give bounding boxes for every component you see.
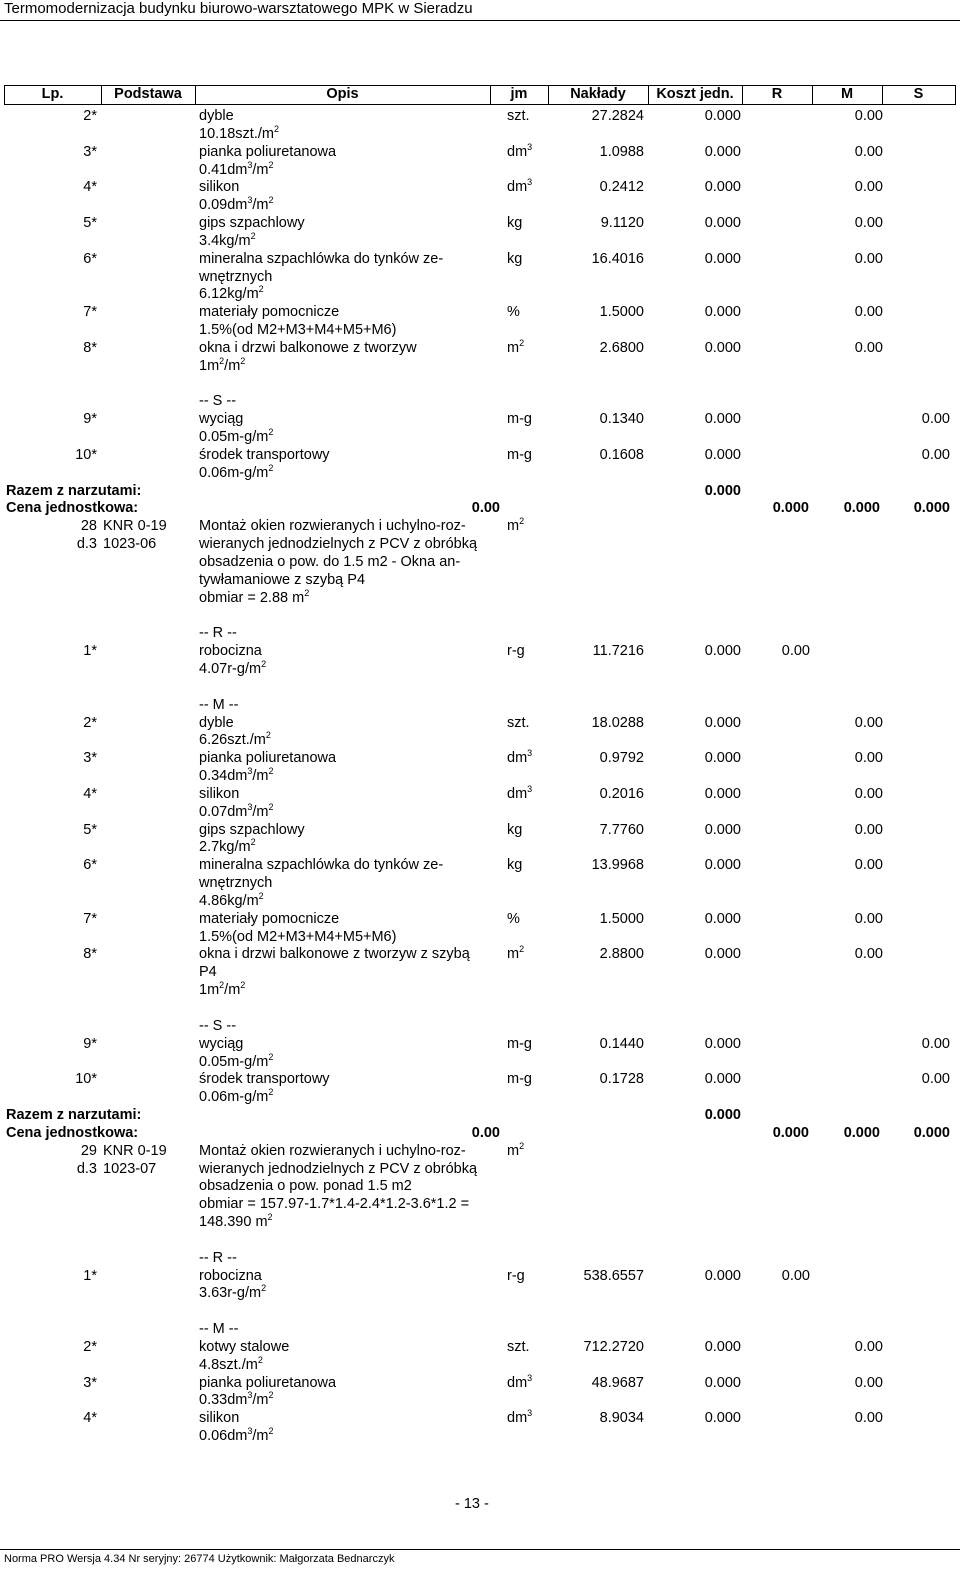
cell-koszt: 0.000 (704, 911, 741, 927)
cell-m: 0.00 (854, 304, 883, 320)
cell-jm: kg (507, 251, 523, 267)
cell-naklady: 9.1120 (600, 215, 644, 231)
cell-koszt: 0.000 (704, 108, 741, 124)
cell-koszt: 0.000 (704, 822, 741, 838)
cell-m: 0.00 (854, 215, 883, 231)
cell-lp: 1* (83, 1268, 97, 1284)
footer-rule (0, 1549, 960, 1550)
cell-opis: mineralna szpachlówka do tynków ze- (199, 251, 444, 267)
cell-opis: okna i drzwi balkonowe z tworzyw (199, 340, 417, 356)
cell-naklady: 7.7760 (599, 822, 644, 838)
col-rule (742, 85, 743, 105)
cell-opis: materiały pomocnicze (199, 304, 340, 320)
cell-opis: wyciąg (199, 1036, 244, 1052)
cell-naklady: 0.9792 (599, 750, 644, 766)
cell-m: 0.00 (854, 822, 883, 838)
cell-opis: wieranych jednodzielnych z PCV z obróbką (199, 1161, 478, 1177)
cell-opis: gips szpachlowy (199, 822, 305, 838)
cell-opis: Montaż okien rozwieranych i uchylno-roz- (199, 518, 466, 534)
cell-podstawa: KNR 0-19 (103, 1143, 167, 1159)
cell-jm: r-g (507, 1268, 525, 1284)
cell-koszt: 0.000 (704, 1036, 741, 1052)
cell-lp: 4* (83, 1410, 97, 1426)
col-rule (648, 85, 649, 105)
cell-naklady: 48.9687 (591, 1375, 644, 1391)
cell-opis: obmiar = 2.88 $m^2$ (199, 588, 310, 606)
cell-lp: 29 (80, 1143, 97, 1159)
cell-naklady: 8.9034 (599, 1410, 644, 1426)
cell-opis: obmiar = 157.97-1.7*1.4-2.4*1.2-3.6*1.2 = (199, 1196, 470, 1212)
cell-r: 0.000 (772, 500, 809, 516)
cell-jm: $m^2$ (507, 516, 525, 534)
cell-jm: $dm^3$ (507, 784, 533, 802)
cell-koszt: 0.000 (704, 946, 741, 962)
cell-koszt: 0.000 (704, 715, 741, 731)
cell-jm: r-g (507, 643, 525, 659)
cell-m: 0.00 (854, 857, 883, 873)
cell-s: 0.00 (921, 447, 950, 463)
cell-jm: $m^2$ (507, 338, 525, 356)
cell-naklady: 0.2016 (599, 786, 644, 802)
cell-opis: Montaż okien rozwieranych i uchylno-roz- (199, 1143, 466, 1159)
cell-lp: 8* (83, 340, 97, 356)
cell-opis: -- R -- (199, 1250, 237, 1266)
header-rule (0, 20, 960, 21)
cell-lp: 9* (83, 1036, 97, 1052)
table-header-cell: Podstawa (114, 86, 182, 102)
summary-label: Razem z narzutami: (6, 1107, 142, 1123)
cell-opis: silikon (199, 786, 240, 802)
cell-jm: % (507, 911, 520, 927)
cell-koszt: 0.000 (704, 1410, 741, 1426)
table-header-cell: Nakłady (570, 86, 626, 102)
cell-opis: gips szpachlowy (199, 215, 305, 231)
cell-naklady: 712.2720 (583, 1339, 644, 1355)
cell-podstawa: 1023-07 (103, 1161, 157, 1177)
cell-m: 0.00 (854, 251, 883, 267)
cell-s: 0.00 (921, 1071, 950, 1087)
cell-m: 0.00 (854, 1410, 883, 1426)
cell-s: 0.00 (921, 411, 950, 427)
cell-opis: $2.7kg/m^2$ (199, 837, 256, 855)
cell-opis: $0.07dm^3/m^2$ (199, 802, 274, 820)
cell-jm: m-g (507, 1036, 532, 1052)
cell-lp: 9* (83, 411, 97, 427)
cell-jm: szt. (507, 108, 530, 124)
cell-r: 0.00 (781, 643, 810, 659)
cell-koszt: 0.000 (704, 1107, 741, 1123)
cell-naklady: 1.5000 (599, 304, 644, 320)
cell-m: 0.00 (854, 911, 883, 927)
table-header-cell: Lp. (41, 86, 64, 102)
cell-naklady: 0.1340 (599, 411, 644, 427)
col-rule (812, 85, 813, 105)
cell-lp: 6* (83, 857, 97, 873)
cell-opis: $1m^2/m^2$ (199, 356, 246, 374)
footer-text: Norma PRO Wersja 4.34 Nr seryjny: 26774 Użytkownik: Małgorzata Bednarczyk (4, 1553, 395, 1565)
cell-lp: 28 (80, 518, 97, 534)
cell-m: 0.00 (854, 144, 883, 160)
cell-naklady: 0.1440 (599, 1036, 644, 1052)
cell-koszt: 0.000 (704, 857, 741, 873)
summary-label: Cena jednostkowa: (6, 1125, 139, 1141)
cell-koszt: 0.000 (704, 1339, 741, 1355)
cell-lp: 4* (83, 179, 97, 195)
cell-opis: robocizna (199, 1268, 262, 1284)
cell-lp: 6* (83, 251, 97, 267)
cell-lp: 3* (83, 1375, 97, 1391)
cell-opis: tywłamaniowe z szybą P4 (199, 572, 366, 588)
cell-opis: dyble (199, 715, 234, 731)
cell-koszt: 0.000 (704, 1268, 741, 1284)
cell-opis: obsadzenia o pow. do 1.5 m2 - Okna an- (199, 554, 461, 570)
cell-koszt: 0.000 (704, 215, 741, 231)
cell-jm: $m^2$ (507, 944, 525, 962)
cell-koszt: 0.000 (704, 144, 741, 160)
cell-m: 0.00 (854, 946, 883, 962)
cell-lp: 2* (83, 715, 97, 731)
cell-podstawa: 1023-06 (103, 536, 157, 552)
cell-opis: silikon (199, 1410, 240, 1426)
cell-opis: $0.34dm^3/m^2$ (199, 766, 274, 784)
cell-m: 0.00 (854, 340, 883, 356)
cell-lp: 3* (83, 750, 97, 766)
col-rule (4, 85, 5, 105)
table-header-cell: Opis (326, 86, 359, 102)
cell-naklady: 0.1728 (599, 1071, 644, 1087)
table-header-cell: Koszt jedn. (656, 86, 734, 102)
cell-jm: kg (507, 857, 523, 873)
cell-m: 0.00 (854, 750, 883, 766)
cell-opis: 1.5%(od M2+M3+M4+M5+M6) (199, 929, 397, 945)
cell-m: 0.00 (854, 179, 883, 195)
cell-jm: $dm^3$ (507, 1408, 533, 1426)
cell-naklady: 2.6800 (599, 340, 644, 356)
table-header-bottom-rule (4, 104, 956, 105)
cell-opis: 1.5%(od M2+M3+M4+M5+M6) (199, 322, 397, 338)
cell-opis: -- S -- (199, 393, 237, 409)
table-header-cell: jm (510, 86, 528, 102)
cell-s: 0.00 (921, 1036, 950, 1052)
cell-opis: pianka poliuretanowa (199, 750, 337, 766)
cell-naklady: 0.1608 (599, 447, 644, 463)
cell-opis: robocizna (199, 643, 262, 659)
cell-opis: $3.63r-g/m^2$ (199, 1283, 267, 1301)
cell-koszt: 0.000 (704, 643, 741, 659)
cell-lp: 7* (83, 911, 97, 927)
col-rule (490, 85, 491, 105)
cell-jm: $dm^3$ (507, 142, 533, 160)
cell-opis: pianka poliuretanowa (199, 1375, 337, 1391)
cell-opis: $0.09dm^3/m^2$ (199, 195, 274, 213)
cell-lp: 5* (83, 215, 97, 231)
cell-s: 0.000 (913, 1125, 950, 1141)
cell-naklady: 13.9968 (591, 857, 644, 873)
cell-koszt: 0.000 (704, 411, 741, 427)
cell-m: 0.000 (843, 500, 880, 516)
cell-opis: obsadzenia o pow. ponad 1.5 m2 (199, 1178, 412, 1194)
cell-opis: pianka poliuretanowa (199, 144, 337, 160)
cell-m: 0.00 (854, 786, 883, 802)
cell-naklady: 0.2412 (599, 179, 644, 195)
cell-koszt: 0.000 (704, 179, 741, 195)
cell-opis: $6.12kg/m^2$ (199, 284, 264, 302)
cell-m: 0.00 (854, 1339, 883, 1355)
cell-jm: szt. (507, 715, 530, 731)
cell-opis: wnętrznych (199, 269, 273, 285)
cell-koszt: 0.000 (704, 750, 741, 766)
cell-jm: $dm^3$ (507, 748, 533, 766)
cell-naklady: 16.4016 (591, 251, 644, 267)
cell-opis: $0.06m-g/m^2$ (199, 1087, 274, 1105)
cell-lp: 10* (75, 447, 97, 463)
cell-opis: $10.18szt./m^2$ (199, 124, 279, 142)
cell-koszt: 0.000 (704, 1375, 741, 1391)
cell-lp: 7* (83, 304, 97, 320)
cell-lp: 10* (75, 1071, 97, 1087)
cell-opis: środek transportowy (199, 447, 330, 463)
cell-opis: $4.07r-g/m^2$ (199, 659, 267, 677)
cell-jm: kg (507, 822, 523, 838)
col-rule (548, 85, 549, 105)
cell-naklady: 18.0288 (591, 715, 644, 731)
cell-podstawa: KNR 0-19 (103, 518, 167, 534)
cell-lp: 2* (83, 108, 97, 124)
cell-opis: $0.41dm^3/m^2$ (199, 160, 274, 178)
cell-jm: kg (507, 215, 523, 231)
col-rule (195, 85, 196, 105)
cell-m: 0.00 (854, 108, 883, 124)
cell-opis: $0.06dm^3/m^2$ (199, 1426, 274, 1444)
cell-m: 0.00 (854, 1375, 883, 1391)
cell-opis: kotwy stalowe (199, 1339, 290, 1355)
cell-opis: -- R -- (199, 625, 237, 641)
table-header-cell: S (913, 86, 924, 102)
page-number: - 13 - (455, 1496, 489, 1512)
cell-koszt: 0.000 (704, 483, 741, 499)
cell-opis: $0.05m-g/m^2$ (199, 1052, 274, 1070)
cell-koszt: 0.000 (704, 1071, 741, 1087)
cell-lp: d.3 (76, 536, 97, 552)
col-rule (101, 85, 102, 105)
cell-koszt: 0.000 (704, 304, 741, 320)
cell-opis: silikon (199, 179, 240, 195)
cell-lp: 1* (83, 643, 97, 659)
cell-jm: m-g (507, 411, 532, 427)
cell-lp: 8* (83, 946, 97, 962)
cell-opis: -- M -- (199, 1321, 239, 1337)
cell-naklady: 538.6557 (583, 1268, 644, 1284)
cell-jm: $dm^3$ (507, 1373, 533, 1391)
summary-label: Razem z narzutami: (6, 483, 142, 499)
cell-naklady: 2.8800 (599, 946, 644, 962)
cell-opis: $4.86kg/m^2$ (199, 891, 264, 909)
cell-naklady: 0.00 (471, 500, 500, 516)
cell-naklady: 11.7216 (592, 643, 644, 659)
table-header-cell: R (771, 86, 783, 102)
cell-jm: szt. (507, 1339, 530, 1355)
cell-jm: $m^2$ (507, 1141, 525, 1159)
cell-r: 0.00 (781, 1268, 810, 1284)
cell-m: 0.000 (843, 1125, 880, 1141)
cell-lp: 5* (83, 822, 97, 838)
cell-opis: dyble (199, 108, 234, 124)
cell-opis: wieranych jednodzielnych z PCV z obróbką (199, 536, 478, 552)
cell-opis: materiały pomocnicze (199, 911, 340, 927)
cell-opis: $1m^2/m^2$ (199, 980, 246, 998)
cell-opis: -- M -- (199, 697, 239, 713)
cell-jm: m-g (507, 1071, 532, 1087)
cell-koszt: 0.000 (704, 786, 741, 802)
cell-opis: wnętrznych (199, 875, 273, 891)
cell-opis: $3.4kg/m^2$ (199, 231, 256, 249)
cell-opis: wyciąg (199, 411, 244, 427)
cell-opis: $4.8szt./m^2$ (199, 1355, 263, 1373)
cell-lp: d.3 (76, 1161, 97, 1177)
cell-opis: środek transportowy (199, 1071, 330, 1087)
col-rule (882, 85, 883, 105)
cell-opis: $0.05m-g/m^2$ (199, 427, 274, 445)
cell-lp: 4* (83, 786, 97, 802)
cell-koszt: 0.000 (704, 447, 741, 463)
document-title: Termomodernizacja budynku biurowo-warsztatowego MPK w Sieradzu (4, 0, 473, 17)
cell-jm: $dm^3$ (507, 177, 533, 195)
cell-opis: $6.26szt./m^2$ (199, 730, 271, 748)
summary-label: Cena jednostkowa: (6, 500, 139, 516)
cell-naklady: 1.0988 (599, 144, 644, 160)
cell-naklady: 27.2824 (591, 108, 644, 124)
cell-lp: 3* (83, 144, 97, 160)
cell-r: 0.000 (772, 1125, 809, 1141)
cell-naklady: 0.00 (471, 1125, 500, 1141)
cell-opis: okna i drzwi balkonowe z tworzyw z szybą (199, 946, 470, 962)
table-header-cell: M (840, 86, 854, 102)
cell-naklady: 1.5000 (599, 911, 644, 927)
cell-opis: P4 (199, 964, 217, 980)
cell-opis: mineralna szpachlówka do tynków ze- (199, 857, 444, 873)
cell-opis: $0.33dm^3/m^2$ (199, 1390, 274, 1408)
cell-koszt: 0.000 (704, 251, 741, 267)
cell-jm: % (507, 304, 520, 320)
cell-m: 0.00 (854, 715, 883, 731)
cell-opis: -- S -- (199, 1018, 237, 1034)
cell-s: 0.000 (913, 500, 950, 516)
cell-lp: 2* (83, 1339, 97, 1355)
cell-koszt: 0.000 (704, 340, 741, 356)
cell-jm: m-g (507, 447, 532, 463)
col-rule (955, 85, 956, 105)
cell-opis: $0.06m-g/m^2$ (199, 463, 274, 481)
cell-opis: 148.390 $m^2$ (199, 1212, 273, 1230)
